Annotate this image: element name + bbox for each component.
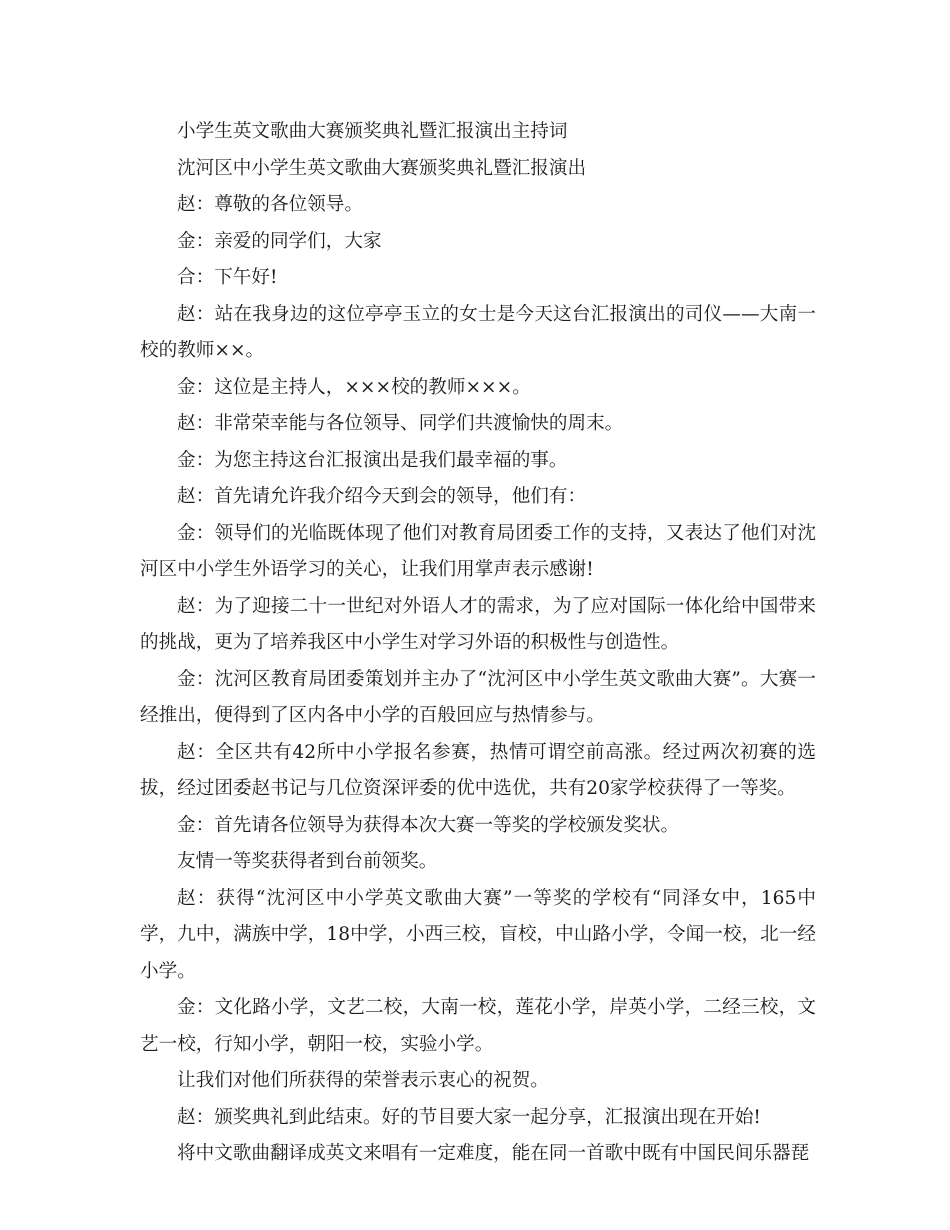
paragraph: 金：沈河区教育局团委策划并主办了“沈河区中小学生英文歌曲大赛”。大赛一经推出，便得到了区内各中小学的百般回应与热情参与。 [140, 668, 816, 726]
document-subtitle: 沈河区中小学生英文歌曲大赛颁奖典礼暨汇报演出 [177, 157, 587, 179]
paragraph: 金：为您主持这台汇报演出是我们最幸福的事。 [177, 449, 568, 471]
paragraph: 金：首先请各位领导为获得本次大赛一等奖的学校颁发奖状。 [177, 814, 680, 836]
paragraph: 赵：站在我身边的这位亭亭玉立的女士是今天这台汇报演出的司仪——大南一校的教师××。 [140, 303, 816, 361]
paragraph: 赵：颁奖典礼到此结束。好的节目要大家一起分享，汇报演出现在开始! [177, 1106, 761, 1128]
paragraph: 赵：全区共有42所中小学报名参赛，热情可谓空前高涨。经过两次初赛的选拔，经过团委赵书记与几位资深评委的优中选优，共有20家学校获得了一等奖。 [140, 741, 816, 799]
paragraph: 赵：获得“沈河区中小学英文歌曲大赛”一等奖的学校有“同泽女中，165中学，九中，满族中学，18中学，小西三校，盲校，中山路小学，令闻一校，北一经小学。 [140, 887, 816, 982]
paragraph: 赵：首先请允许我介绍今天到会的领导，他们有： [177, 486, 587, 507]
paragraph: 赵：非常荣幸能与各位领导、同学们共渡愉快的周末。 [177, 413, 624, 434]
paragraph: 金：亲爱的同学们，大家 [177, 230, 382, 252]
document-page [140, 114, 816, 1173]
paragraph: 金：文化路小学，文艺二校，大南一校，莲花小学，岸英小学，二经三校，文艺一校，行知小学，朝阳一校，实验小学。 [140, 997, 816, 1055]
paragraph: 合：下午好! [177, 267, 278, 288]
paragraph: 友情一等奖获得者到台前领奖。 [177, 851, 438, 872]
paragraph: 赵：尊敬的各位领导。 [177, 194, 363, 215]
paragraph: 金：领导们的光临既体现了他们对教育局团委工作的支持，又表达了他们对沈河区中小学生外语学习的关心，让我们用掌声表示感谢! [140, 522, 816, 580]
paragraph: 让我们对他们所获得的荣誉表示衷心的祝贺。 [177, 1070, 549, 1091]
document-title: 小学生英文歌曲大赛颁奖典礼暨汇报演出主持词 [177, 121, 568, 142]
paragraph: 赵：为了迎接二十一世纪对外语人才的需求，为了应对国际一体化给中国带来的挑战，更为了培养我区中小学生对学习外语的积极性与创造性。 [140, 595, 816, 653]
paragraph: 金：这位是主持人，×××校的教师×××。 [177, 376, 531, 398]
paragraph: 将中文歌曲翻译成英文来唱有一定难度，能在同一首歌中既有中国民间乐器琵 [177, 1143, 810, 1164]
